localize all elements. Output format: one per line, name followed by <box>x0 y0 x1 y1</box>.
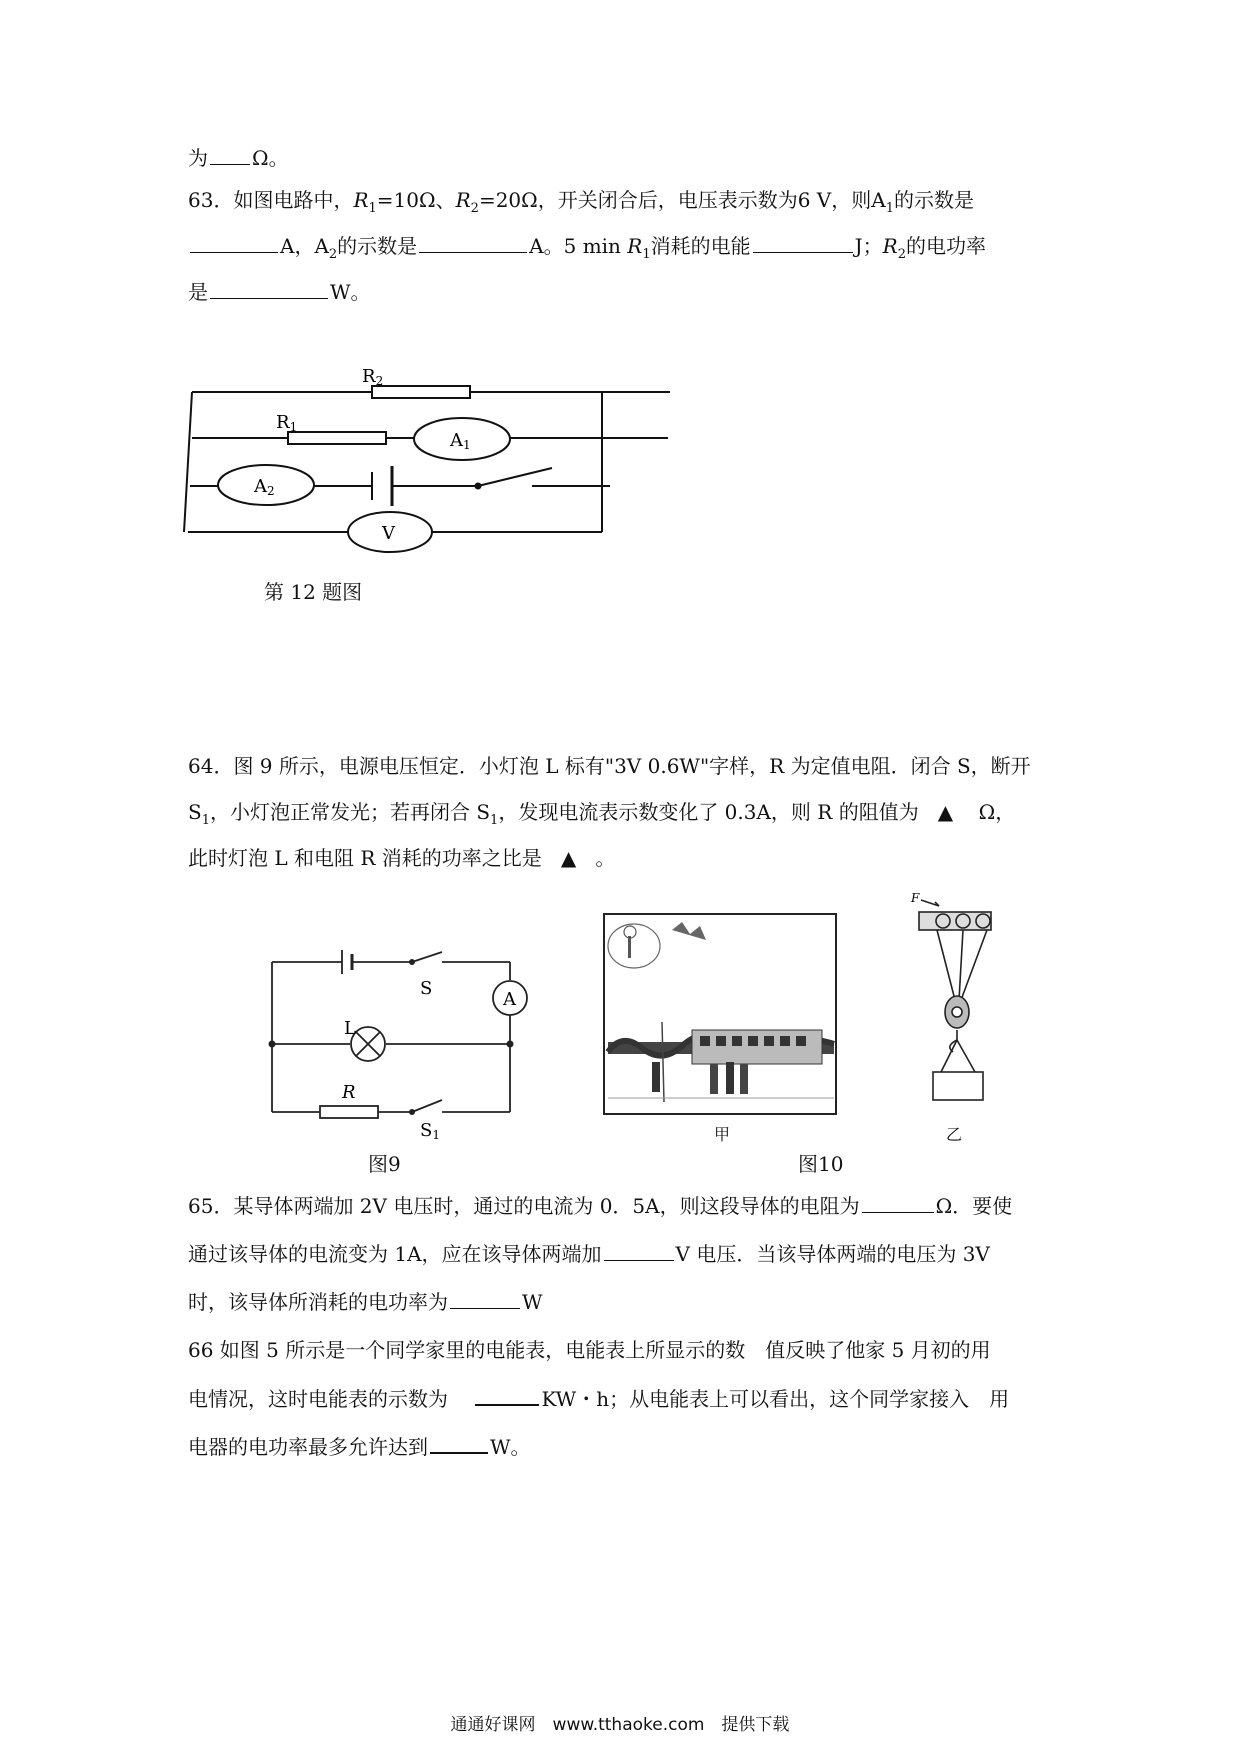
q63-line-3: 是 W。 <box>188 280 371 304</box>
q66-line-1: 66 如图 5 所示是一个同学家里的电能表，电能表上所显示的数 值反映了他家 5 月初的用 <box>188 1338 991 1362</box>
fig10-jia-photo <box>602 912 840 1118</box>
fig9-caption: 图9 <box>368 1152 401 1176</box>
svg-text:L: L <box>344 1018 356 1039</box>
q63-figure-caption: 第 12 题图 <box>264 580 363 604</box>
q63-line-2: A，$A_2$的示数是 A。5 $\min R_1$消耗的电能 J；$R_2$的电功率 <box>188 232 986 269</box>
svg-text:R1: R1 <box>276 412 298 434</box>
svg-text:S: S <box>420 978 433 999</box>
svg-text:A: A <box>503 989 516 1010</box>
fig10-yi-pulley <box>905 890 1015 1130</box>
q65-line-2: 通过该导体的电流变为 1A，应在该导体两端加 V 电压．当该导体两端的电压为 3V <box>188 1242 990 1266</box>
q64-line-1: 64．图 9 所示，电源电压恒定．小灯泡 L 标有"3V 0.6W"字样，R 为定值电阻．闭合 S，断开 <box>188 754 1031 778</box>
fig10-jia-label: 甲 <box>714 1125 731 1144</box>
q64-line-2: $S_1$，小灯泡正常发光；若再闭合 $S_1$，发现电流表示数变化了 0.3A，则 R 的阻值为 ▲ Ω， <box>188 800 1016 828</box>
q63-circuit-diagram <box>180 360 680 560</box>
svg-text:A2: A2 <box>254 476 275 498</box>
q66-line-2: 电情况，这时电能表的示数为 KW・h；从电能表上可以看出，这个同学家接入 用 <box>188 1384 1009 1413</box>
q66-line-3: 电器的电功率最多允许达到 W。 <box>188 1432 531 1461</box>
svg-text:S1: S1 <box>420 1120 440 1142</box>
svg-text:V: V <box>382 523 395 544</box>
q65-line-1: 65．某导体两端加 2V 电压时，通过的电流为 0．5A，则这段导体的电阻为 Ω．要使 <box>188 1194 1013 1218</box>
svg-text:F: F <box>911 891 920 905</box>
q65-line-3: 时，该导体所消耗的电功率为 W <box>188 1290 543 1314</box>
svg-text:R: R <box>342 1082 356 1103</box>
q64-line-3: 此时灯泡 L 和电阻 R 消耗的功率之比是 ▲ 。 <box>188 846 616 870</box>
fig9-circuit-diagram <box>260 930 540 1142</box>
q63-line-1: 63．如图电路中，$R_1=10\Omega$、$R_2=20\Omega$，开关闭合后，电压表示数为6 V，则$A_1$的示数是 <box>188 188 974 216</box>
fig10-yi-label: 乙 <box>946 1125 963 1144</box>
page-footer: 通通好课网 www.tthaoke.com 提供下载 <box>450 1715 790 1735</box>
svg-text:A1: A1 <box>450 430 471 452</box>
fig10-caption: 图10 <box>798 1152 844 1176</box>
svg-text:R2: R2 <box>362 366 384 388</box>
q62-tail: 为 Ω。 <box>188 146 289 170</box>
